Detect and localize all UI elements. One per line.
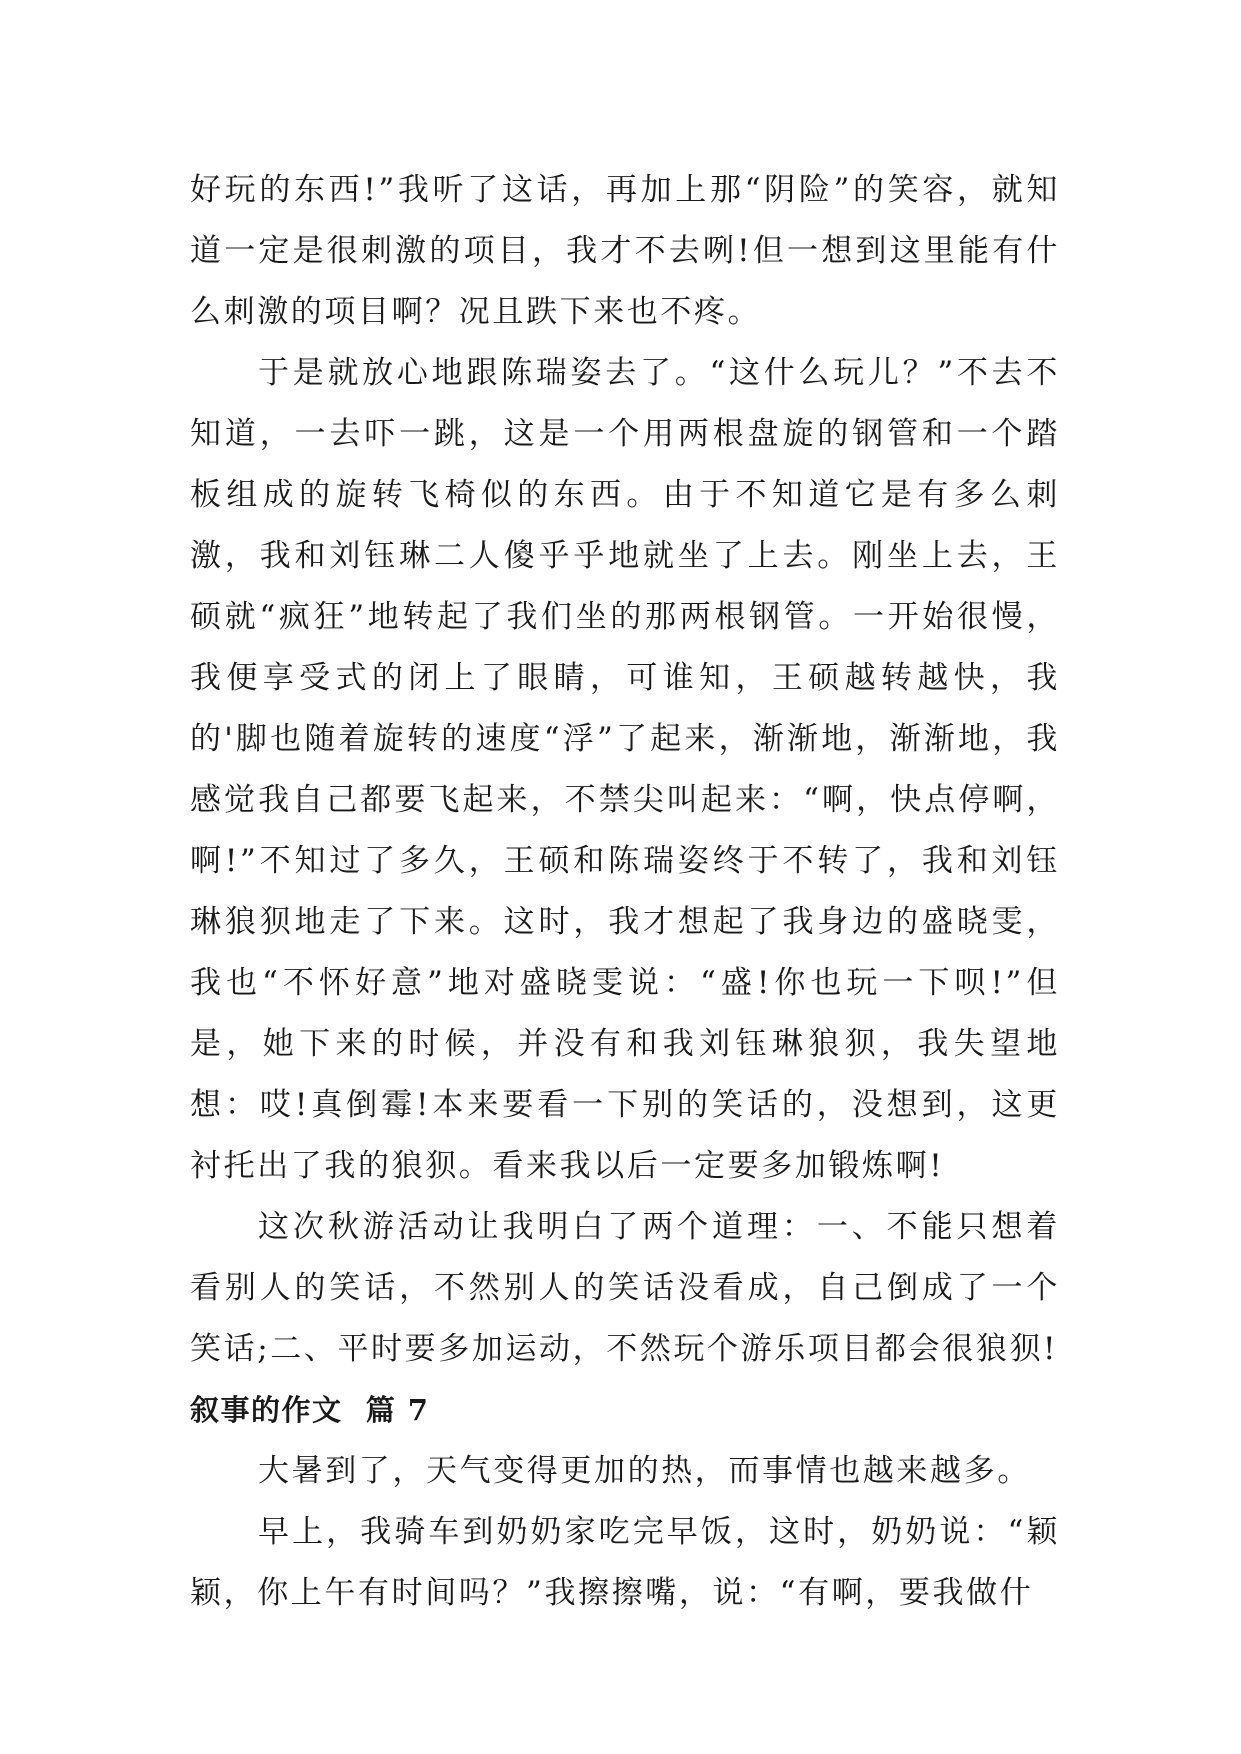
paragraph-1: 好玩的东西!”我听了这话，再加上那“阴险”的笑容，就知道一定是很刺激的项目，我才不去咧!但一想到这里能有什么刺激的项目啊？况且跌下来也不疼。 (190, 172, 1060, 330)
section-heading: 叙事的作文 篇 7 (190, 1393, 430, 1427)
document-page (190, 160, 1060, 1624)
paragraph-2: 于是就放心地跟陈瑞姿去了。“这什么玩儿？”不去不知道，一去吓一跳，这是一个用两根盘旋的钢管和一个踏板组成的旋转飞椅似的东西。由于不知道它是有多么刺激，我和刘钰琳二人傻乎乎地就坐了上去。刚坐上去，王硕就“疯狂”地转起了我们坐的那两根钢管。一开始很慢，我便享受式的闭上了眼睛，可谁知，王硕越转越快，我的'脚也随着旋转的速度“浮”了起来，渐渐地，渐渐地，我感觉我自己都要飞起来，不禁尖叫起来：“啊，快点停啊，啊!”不知过了多久，王硕和陈瑞姿终于不转了，我和刘钰琳狼狈地走了下来。这时，我才想起了我身边的盛晓雯，我也“不怀好意”地对盛晓雯说：“盛!你也玩一下呗!”但是，她下来的时候，并没有和我刘钰琳狼狈，我失望地想：哎!真倒霉!本来要看一下别的笑话的，没想到，这更衬托出了我的狼狈。看来我以后一定要多加锻炼啊! (190, 355, 1060, 1184)
paragraph-4: 大暑到了，天气变得更加的热，而事情也越来越多。 (258, 1453, 1031, 1489)
paragraph-3: 这次秋游活动让我明白了两个道理：一、不能只想着看别人的笑话，不然别人的笑话没看成，自己倒成了一个笑话;二、平时要多加运动，不然玩个游乐项目都会很狼狈! (190, 1209, 1060, 1367)
paragraph-5: 早上，我骑车到奶奶家吃完早饭，这时，奶奶说：“颖颖，你上午有时间吗？”我擦擦嘴，说：“有啊，要我做什 (190, 1514, 1060, 1611)
